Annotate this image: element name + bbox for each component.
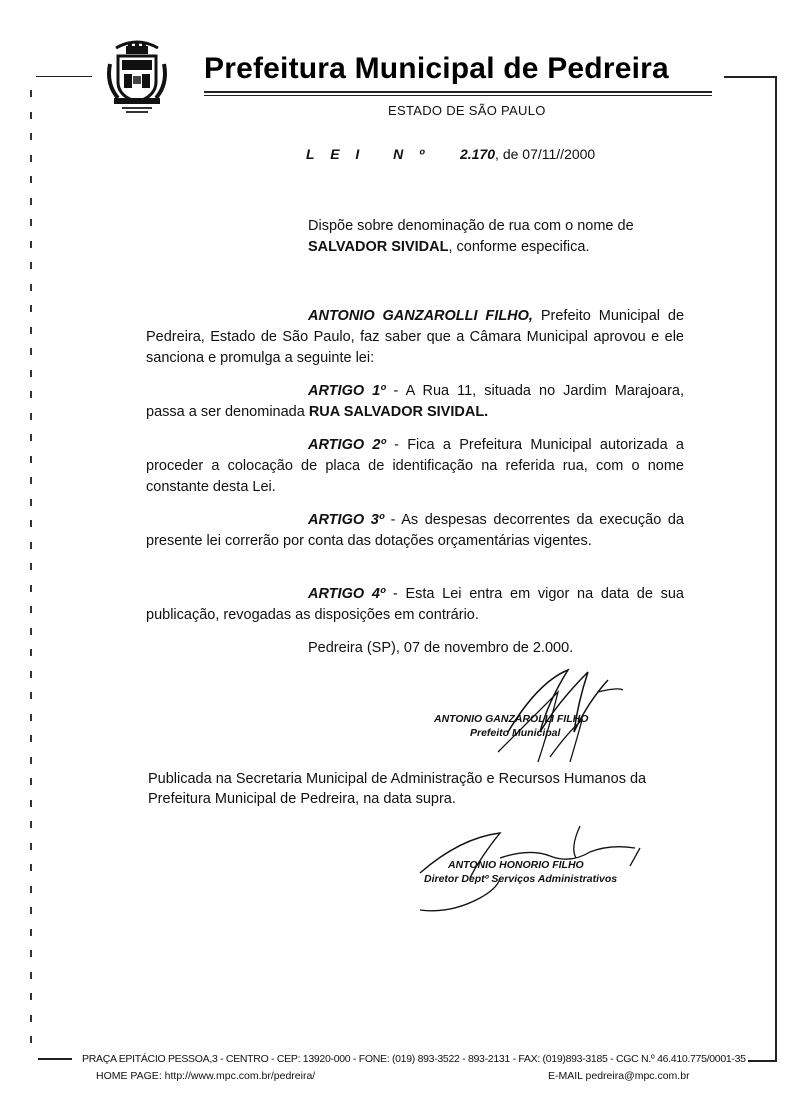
edge-mark	[30, 499, 32, 506]
ementa	[308, 216, 688, 258]
ementa-line-1: Dispõe sobre denominação de rua com o nome de	[308, 218, 634, 234]
edge-mark	[30, 520, 32, 527]
footer-address: PRAÇA EPITÁCIO PESSOA,3 - CENTRO - CEP: 13920-000 - FONE: (019) 893-3522 - 893-2131 - FAX: (019)893-3185 - CGC N.º 46.410.775/0001-35	[82, 1053, 746, 1065]
frame-top-left-rule	[36, 76, 92, 77]
article-3	[146, 510, 684, 552]
edge-mark	[30, 757, 32, 764]
edge-mark	[30, 563, 32, 570]
edge-mark	[30, 950, 32, 957]
page-title: Prefeitura Municipal de Pedreira	[204, 52, 669, 85]
edge-mark	[30, 735, 32, 742]
law-number-line	[306, 146, 595, 162]
article-label: ARTIGO 1º	[308, 383, 386, 399]
ementa-line-2	[308, 237, 688, 258]
edge-mark	[30, 176, 32, 183]
edge-mark	[30, 348, 32, 355]
edge-mark	[30, 649, 32, 656]
place-date: Pedreira (SP), 07 de novembro de 2.000.	[308, 640, 574, 656]
frame-right-rule	[775, 76, 777, 1062]
header-underline	[204, 91, 712, 93]
article-label: ARTIGO 4º	[308, 586, 386, 602]
article-2	[146, 435, 684, 498]
edge-mark	[30, 929, 32, 936]
edge-mark	[30, 585, 32, 592]
state-subtitle: ESTADO DE SÃO PAULO	[388, 103, 546, 118]
ementa-honoree: SALVADOR SIVIDAL	[308, 239, 449, 255]
edge-mark	[30, 477, 32, 484]
edge-mark	[30, 133, 32, 140]
article-text: - A Rua 11, situada no Jardim Marajoara, passa a ser denominada	[146, 383, 684, 420]
mayor-name: ANTONIO GANZAROLLI FILHO,	[308, 308, 533, 324]
edge-mark	[30, 90, 32, 97]
edge-mark	[30, 434, 32, 441]
edge-mark	[30, 391, 32, 398]
edge-mark	[30, 198, 32, 205]
edge-mark	[30, 907, 32, 914]
edge-mark	[30, 778, 32, 785]
edge-mark	[30, 413, 32, 420]
edge-mark	[30, 370, 32, 377]
article-bold-tail: RUA SALVADOR SIVIDAL.	[308, 404, 489, 420]
edge-mark	[30, 542, 32, 549]
frame-bottom-left-rule	[38, 1058, 72, 1060]
article-text: - Fica a Prefeitura Municipal autorizada a proceder a colocação de placa de identificação na referida rua, com o nome constante desta Lei.	[146, 437, 684, 495]
lei-label: L E I	[306, 146, 366, 162]
mayor-signature-name: ANTONIO GANZAROLLI FILHO	[434, 713, 589, 725]
ementa-rest: , conforme especifica.	[448, 239, 590, 255]
law-date: , de 07/11//2000	[495, 146, 596, 162]
article-text: - As despesas decorrentes da execução da presente lei correrão por conta das dotações orçamentárias vigentes.	[146, 512, 684, 549]
edge-mark	[30, 692, 32, 699]
edge-mark	[30, 456, 32, 463]
edge-mark	[30, 284, 32, 291]
director-signature-name: ANTONIO HONORIO FILHO	[448, 859, 584, 871]
law-number: 2.170	[460, 146, 496, 162]
frame-top-right-rule	[724, 76, 776, 78]
edge-mark	[30, 993, 32, 1000]
article-1	[146, 381, 684, 423]
edge-mark	[30, 886, 32, 893]
publication-note: Publicada na Secretaria Municipal de Administração e Recursos Humanos da Prefeitura Municipal de Pedreira, na data supra.	[148, 771, 647, 807]
edge-mark	[30, 800, 32, 807]
edge-mark	[30, 1036, 32, 1043]
article-label: ARTIGO 3º	[308, 512, 385, 528]
edge-mark	[30, 219, 32, 226]
frame-bottom-right-rule	[748, 1060, 776, 1062]
number-label: N º	[393, 146, 431, 162]
edge-mark	[30, 864, 32, 871]
municipal-coat-of-arms-icon	[104, 34, 170, 116]
article-text: - Esta Lei entra em vigor na data de sua publicação, revogadas as disposições em contrário.	[146, 586, 684, 623]
edge-mark	[30, 112, 32, 119]
article-4	[146, 584, 684, 626]
footer-email[interactable]: E-MAIL pedreira@mpc.com.br	[548, 1070, 690, 1082]
edge-mark	[30, 972, 32, 979]
edge-mark	[30, 241, 32, 248]
edge-mark	[30, 305, 32, 312]
edge-mark	[30, 821, 32, 828]
edge-mark	[30, 671, 32, 678]
edge-mark	[30, 714, 32, 721]
director-signature-role: Diretor Deptº Serviços Administrativos	[424, 873, 618, 885]
edge-mark	[30, 606, 32, 613]
edge-mark	[30, 262, 32, 269]
mayor-signature-role: Prefeito Municipal	[470, 727, 561, 739]
edge-mark	[30, 155, 32, 162]
edge-mark	[30, 843, 32, 850]
edge-mark	[30, 327, 32, 334]
footer-homepage[interactable]: HOME PAGE: http://www.mpc.com.br/pedreira/	[96, 1070, 316, 1082]
article-label: ARTIGO 2º	[308, 437, 386, 453]
preamble-text: Prefeito Municipal de Pedreira, Estado de São Paulo, faz saber que a Câmara Municipal aprovou e ele sanciona e promulga a seguinte lei:	[146, 308, 685, 366]
edge-mark	[30, 1015, 32, 1022]
header-underline-thin	[204, 95, 712, 96]
edge-mark	[30, 628, 32, 635]
preamble	[146, 306, 684, 369]
